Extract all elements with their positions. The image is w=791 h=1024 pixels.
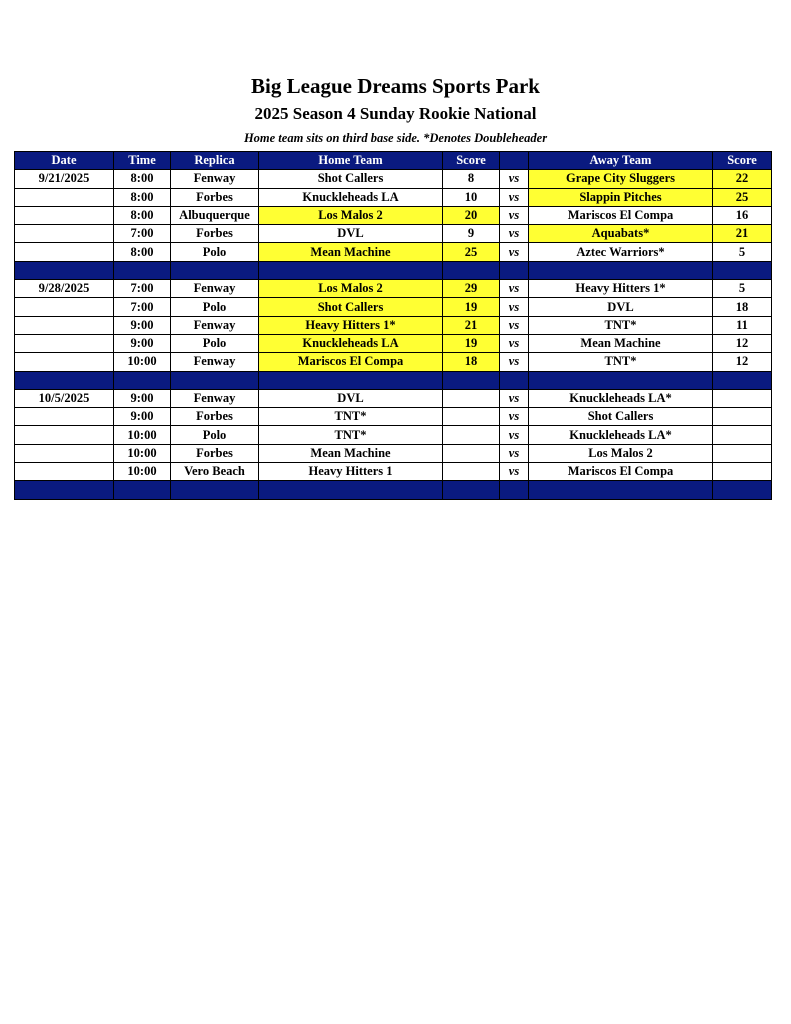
- away-score-cell: 16: [713, 206, 772, 224]
- separator-cell: [443, 481, 500, 499]
- home-team-cell: Heavy Hitters 1*: [259, 316, 443, 334]
- home-team-cell: Mean Machine: [259, 243, 443, 261]
- time-cell: 10:00: [114, 353, 171, 371]
- col-header-replica: Replica: [171, 152, 259, 170]
- vs-cell: vs: [500, 280, 529, 298]
- home-score-cell: [443, 426, 500, 444]
- vs-cell: vs: [500, 206, 529, 224]
- game-row: [15, 389, 772, 407]
- date-cell: [15, 353, 114, 371]
- home-team-cell: Shot Callers: [259, 170, 443, 188]
- time-cell: 8:00: [114, 170, 171, 188]
- col-header-date: Date: [15, 152, 114, 170]
- date-cell: [15, 316, 114, 334]
- separator-cell: [500, 261, 529, 279]
- away-team-cell: Aquabats*: [529, 225, 713, 243]
- away-score-cell: [713, 408, 772, 426]
- game-row: [15, 170, 772, 188]
- separator-cell: [713, 481, 772, 499]
- vs-cell: vs: [500, 316, 529, 334]
- separator-cell: [171, 261, 259, 279]
- time-cell: 9:00: [114, 334, 171, 352]
- vs-cell: vs: [500, 426, 529, 444]
- vs-cell: vs: [500, 353, 529, 371]
- vs-cell: vs: [500, 408, 529, 426]
- home-team-cell: Mean Machine: [259, 444, 443, 462]
- home-team-cell: DVL: [259, 389, 443, 407]
- game-row: [15, 298, 772, 316]
- replica-cell: Vero Beach: [171, 463, 259, 481]
- time-cell: 7:00: [114, 298, 171, 316]
- replica-cell: Polo: [171, 243, 259, 261]
- header-row: [15, 152, 772, 170]
- game-row: [15, 426, 772, 444]
- date-cell: [15, 243, 114, 261]
- date-cell: [15, 188, 114, 206]
- replica-cell: Polo: [171, 298, 259, 316]
- away-score-cell: 11: [713, 316, 772, 334]
- away-team-cell: Los Malos 2: [529, 444, 713, 462]
- col-header-home-score: Score: [443, 152, 500, 170]
- separator-cell: [171, 371, 259, 389]
- time-cell: 9:00: [114, 389, 171, 407]
- home-score-cell: [443, 389, 500, 407]
- home-score-cell: 25: [443, 243, 500, 261]
- home-team-cell: Heavy Hitters 1: [259, 463, 443, 481]
- vs-cell: vs: [500, 170, 529, 188]
- vs-cell: vs: [500, 463, 529, 481]
- separator-cell: [529, 371, 713, 389]
- away-score-cell: 12: [713, 334, 772, 352]
- replica-cell: Albuquerque: [171, 206, 259, 224]
- separator-cell: [114, 261, 171, 279]
- date-cell: 10/5/2025: [15, 389, 114, 407]
- home-team-cell: Knuckleheads LA: [259, 188, 443, 206]
- away-team-cell: Slappin Pitches: [529, 188, 713, 206]
- away-score-cell: 21: [713, 225, 772, 243]
- away-team-cell: Knuckleheads LA*: [529, 426, 713, 444]
- separator-cell: [15, 481, 114, 499]
- date-cell: [15, 408, 114, 426]
- date-cell: 9/28/2025: [15, 280, 114, 298]
- away-score-cell: [713, 389, 772, 407]
- game-row: [15, 225, 772, 243]
- separator-cell: [259, 371, 443, 389]
- separator-cell: [15, 261, 114, 279]
- separator-cell: [259, 481, 443, 499]
- vs-cell: vs: [500, 243, 529, 261]
- time-cell: 8:00: [114, 206, 171, 224]
- separator-cell: [114, 481, 171, 499]
- away-team-cell: Knuckleheads LA*: [529, 389, 713, 407]
- replica-cell: Forbes: [171, 444, 259, 462]
- separator-cell: [529, 261, 713, 279]
- separator-row: [15, 261, 772, 279]
- page-note: Home team sits on third base side. *Denotes Doubleheader: [243, 131, 548, 145]
- col-header-away-team: Away Team: [529, 152, 713, 170]
- date-cell: 9/21/2025: [15, 170, 114, 188]
- time-cell: 10:00: [114, 444, 171, 462]
- separator-cell: [171, 481, 259, 499]
- time-cell: 7:00: [114, 225, 171, 243]
- away-team-cell: Heavy Hitters 1*: [529, 280, 713, 298]
- away-score-cell: [713, 426, 772, 444]
- replica-cell: Forbes: [171, 188, 259, 206]
- game-row: [15, 408, 772, 426]
- date-cell: [15, 444, 114, 462]
- home-score-cell: 19: [443, 298, 500, 316]
- game-row: [15, 316, 772, 334]
- replica-cell: Fenway: [171, 353, 259, 371]
- vs-cell: vs: [500, 298, 529, 316]
- time-cell: 10:00: [114, 426, 171, 444]
- home-team-cell: TNT*: [259, 426, 443, 444]
- away-team-cell: TNT*: [529, 353, 713, 371]
- game-row: [15, 188, 772, 206]
- replica-cell: Fenway: [171, 280, 259, 298]
- time-cell: 10:00: [114, 463, 171, 481]
- date-cell: [15, 206, 114, 224]
- away-score-cell: 25: [713, 188, 772, 206]
- game-row: [15, 463, 772, 481]
- vs-cell: vs: [500, 389, 529, 407]
- time-cell: 8:00: [114, 188, 171, 206]
- separator-cell: [443, 371, 500, 389]
- replica-cell: Fenway: [171, 316, 259, 334]
- replica-cell: Polo: [171, 426, 259, 444]
- date-cell: [15, 298, 114, 316]
- replica-cell: Forbes: [171, 408, 259, 426]
- time-cell: 8:00: [114, 243, 171, 261]
- col-header-away-score: Score: [713, 152, 772, 170]
- time-cell: 7:00: [114, 280, 171, 298]
- separator-cell: [529, 481, 713, 499]
- game-row: [15, 243, 772, 261]
- home-team-cell: Los Malos 2: [259, 206, 443, 224]
- away-team-cell: Aztec Warriors*: [529, 243, 713, 261]
- away-team-cell: DVL: [529, 298, 713, 316]
- game-row: [15, 353, 772, 371]
- date-cell: [15, 334, 114, 352]
- separator-cell: [114, 371, 171, 389]
- replica-cell: Polo: [171, 334, 259, 352]
- away-score-cell: 5: [713, 280, 772, 298]
- separator-cell: [500, 371, 529, 389]
- away-team-cell: Mean Machine: [529, 334, 713, 352]
- home-score-cell: 9: [443, 225, 500, 243]
- home-score-cell: 20: [443, 206, 500, 224]
- home-team-cell: DVL: [259, 225, 443, 243]
- time-cell: 9:00: [114, 408, 171, 426]
- separator-row: [15, 481, 772, 499]
- home-team-cell: Knuckleheads LA: [259, 334, 443, 352]
- separator-cell: [500, 481, 529, 499]
- home-score-cell: [443, 444, 500, 462]
- away-score-cell: 12: [713, 353, 772, 371]
- home-score-cell: [443, 463, 500, 481]
- date-cell: [15, 426, 114, 444]
- col-header-vs: [500, 152, 529, 170]
- away-team-cell: TNT*: [529, 316, 713, 334]
- game-row: [15, 444, 772, 462]
- home-score-cell: 8: [443, 170, 500, 188]
- date-cell: [15, 225, 114, 243]
- separator-cell: [15, 371, 114, 389]
- separator-cell: [443, 261, 500, 279]
- col-header-time: Time: [114, 152, 171, 170]
- vs-cell: vs: [500, 188, 529, 206]
- replica-cell: Fenway: [171, 389, 259, 407]
- away-team-cell: Shot Callers: [529, 408, 713, 426]
- date-cell: [15, 463, 114, 481]
- col-header-home-team: Home Team: [259, 152, 443, 170]
- replica-cell: Fenway: [171, 170, 259, 188]
- home-team-cell: Los Malos 2: [259, 280, 443, 298]
- game-row: [15, 206, 772, 224]
- home-team-cell: Mariscos El Compa: [259, 353, 443, 371]
- away-team-cell: Mariscos El Compa: [529, 206, 713, 224]
- page-title: Big League Dreams Sports Park: [251, 74, 540, 98]
- home-score-cell: 21: [443, 316, 500, 334]
- away-score-cell: [713, 444, 772, 462]
- vs-cell: vs: [500, 225, 529, 243]
- away-team-cell: Mariscos El Compa: [529, 463, 713, 481]
- schedule-table: [14, 151, 772, 500]
- away-team-cell: Grape City Sluggers: [529, 170, 713, 188]
- away-score-cell: 22: [713, 170, 772, 188]
- time-cell: 9:00: [114, 316, 171, 334]
- page-subtitle: 2025 Season 4 Sunday Rookie National: [254, 104, 537, 123]
- separator-row: [15, 371, 772, 389]
- separator-cell: [259, 261, 443, 279]
- vs-cell: vs: [500, 444, 529, 462]
- away-score-cell: [713, 463, 772, 481]
- home-team-cell: TNT*: [259, 408, 443, 426]
- replica-cell: Forbes: [171, 225, 259, 243]
- game-row: [15, 334, 772, 352]
- home-score-cell: 10: [443, 188, 500, 206]
- separator-cell: [713, 371, 772, 389]
- home-score-cell: 18: [443, 353, 500, 371]
- home-team-cell: Shot Callers: [259, 298, 443, 316]
- home-score-cell: 19: [443, 334, 500, 352]
- away-score-cell: 18: [713, 298, 772, 316]
- away-score-cell: 5: [713, 243, 772, 261]
- home-score-cell: [443, 408, 500, 426]
- vs-cell: vs: [500, 334, 529, 352]
- separator-cell: [713, 261, 772, 279]
- home-score-cell: 29: [443, 280, 500, 298]
- game-row: [15, 280, 772, 298]
